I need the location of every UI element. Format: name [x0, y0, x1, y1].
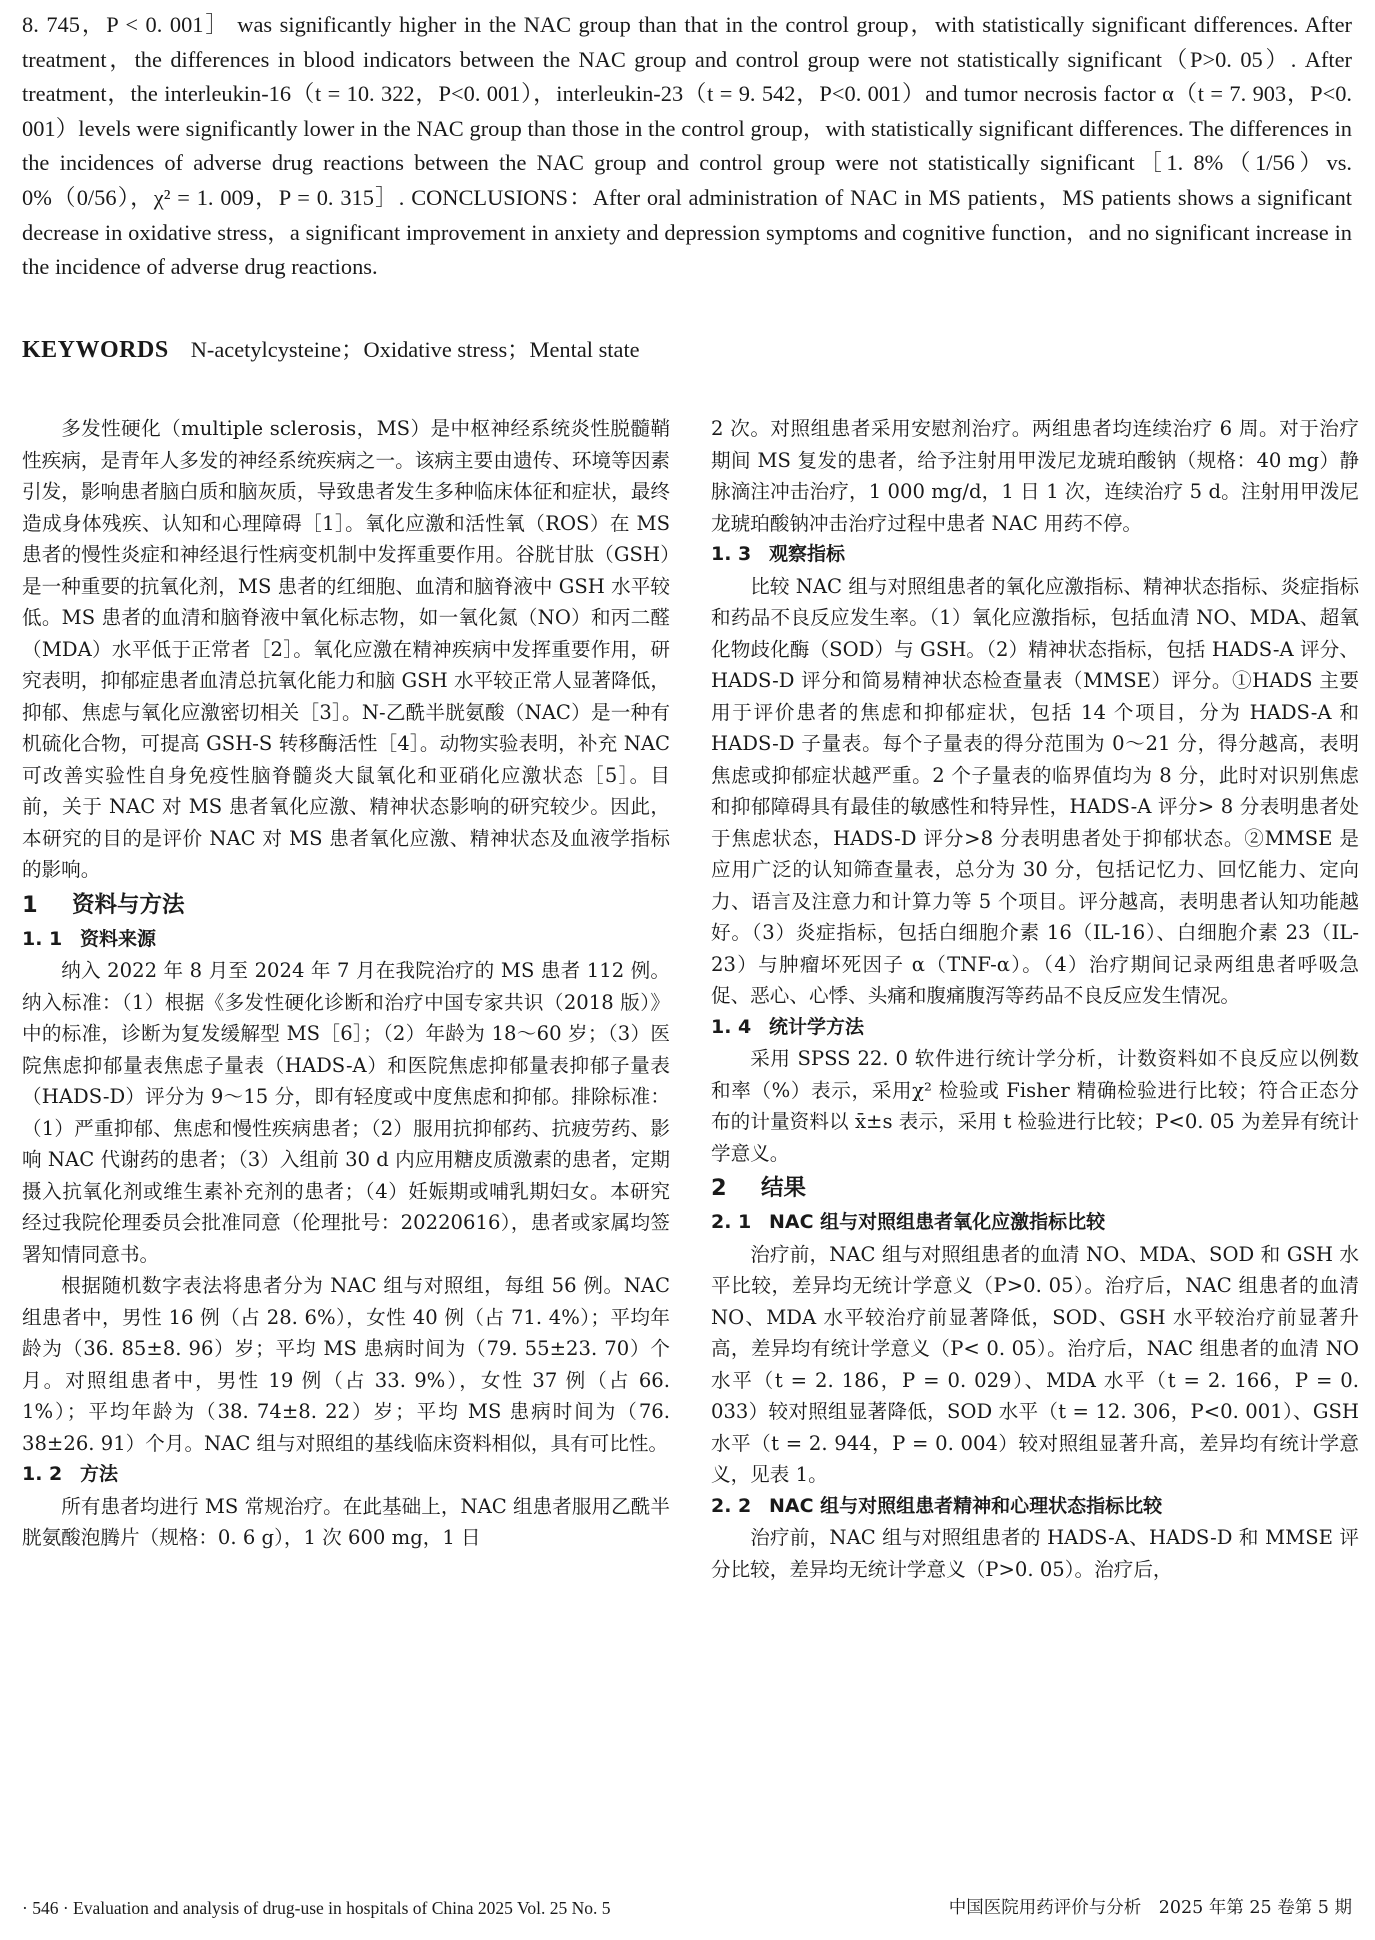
- paragraph: 比较 NAC 组与对照组患者的氧化应激指标、精神状态指标、炎症指标和药品不良反应发生率。（1）氧化应激指标，包括血清 NO、MDA、超氧化物歧化酶（SOD）与 GSH。（2）精神状态指标，包括 HADS-A 评分、HADS-D 评分和简易精神状态检查量表（MMSE）评分。①HADS 主要用于评价患者的焦虑和抑郁症状，包括 14 个项目，分为 HADS-A 和 HADS-D 子量表。每个子量表的得分范围为 0～21 分，得分越高，表明焦虑或抑郁症状越严重。2 个子量表的临界值均为 8 分，此时对识别焦虑和抑郁障碍具有最佳的敏感性和特异性，HADS-A 评分> 8 分表明患者处于焦虑状态，HADS-D 评分>8 分表明患者处于抑郁状态。②MMSE 是应用广泛的认知筛查量表，总分为 30 分，包括记忆力、回忆能力、定向力、语言及注意力和计算力等 5 个项目。评分越高，表明患者认知功能越好。（3）炎症指标，包括白细胞介素 16（IL-16）、白细胞介素 23（IL-23）与肿瘤坏死因子 α（TNF-α）。（4）治疗期间记录两组患者呼吸急促、恶心、心悸、头痛和腹痛腹泻等药品不良反应发生情况。: [711, 574, 1359, 1007]
- section-1-heading: [22, 888, 670, 923]
- subsection-number: 1. 1: [22, 927, 63, 950]
- subsection-title: 资料来源: [80, 927, 157, 950]
- subsection-2-2-heading: [711, 1491, 1359, 1523]
- paragraph: 治疗前，NAC 组与对照组患者的血清 NO、MDA、SOD 和 GSH 水平比较，差异均无统计学意义（P>0. 05）。治疗后，NAC 组患者的血清 NO、MDA 水平较治疗前显著降低，SOD、GSH 水平较治疗前显著升高，差异均有统计学意义（P< 0. 05）。治疗后，NAC 组患者的血清 NO 水平（t = 2. 186，P = 0. 029）、MDA 水平（t = 2. 166，P = 0. 033）较对照组显著降低，SOD 水平（t = 12. 306，P<0. 001）、GSH 水平（t = 2. 944，P = 0. 004）较对照组显著升高，差异均有统计学意义，见表 1。: [711, 1242, 1359, 1486]
- section-number: 2: [711, 1175, 727, 1201]
- subsection-number: 1. 4: [711, 1015, 752, 1038]
- subsection-title: NAC 组与对照组患者精神和心理状态指标比较: [769, 1494, 1163, 1517]
- paragraph: 所有患者均进行 MS 常规治疗。在此基础上，NAC 组患者服用乙酰半胱氨酸泡腾片（规格：0. 6 g），1 次 600 mg，1 日: [22, 1494, 670, 1549]
- paragraph: 采用 SPSS 22. 0 软件进行统计学分析，计数资料如不良反应以例数和率（%）表示，采用χ² 检验或 Fisher 精确检验进行比较；符合正态分布的计量资料以 x̄±s 表示，采用 t 检验进行比较；P<0. 05 为差异有统计学意义。: [711, 1047, 1359, 1165]
- section-number: 1: [22, 891, 38, 918]
- subsection-1-2-heading: [22, 1459, 670, 1491]
- subsection-number: 1. 2: [22, 1463, 63, 1485]
- subsection-1-1-heading: [22, 924, 670, 956]
- paragraph-continued: 2 次。对照组患者采用安慰剂治疗。两组患者均连续治疗 6 周。对于治疗期间 MS 复发的患者，给予注射用甲泼尼龙琥珀酸钠（规格：40 mg）静脉滴注冲击治疗，1 000 mg/d，1 日 1 次，连续治疗 5 d。注射用甲泼尼龙琥珀酸钠冲击治疗过程中患者 NAC 用药不停。: [711, 417, 1359, 535]
- subsection-number: 2. 2: [711, 1494, 752, 1517]
- section-2-heading: [711, 1171, 1359, 1206]
- subsection-title: 方法: [80, 1463, 119, 1485]
- subsection-title: 观察指标: [769, 543, 846, 565]
- keywords-line: [22, 333, 1352, 367]
- keywords-text: N-acetylcysteine；Oxidative stress；Mental state: [190, 337, 640, 362]
- right-column: [711, 413, 1359, 1585]
- subsection-1-4-heading: [711, 1012, 1359, 1044]
- keywords-label: KEYWORDS: [22, 337, 169, 363]
- footer-journal-cn: 中国医院用药评价与分析 2025 年第 25 卷第 5 期: [948, 1898, 1352, 1918]
- abstract-english: [22, 8, 1352, 285]
- footer-journal-en: · 546 · Evaluation and analysis of drug-use in hospitals of China 2025 Vol. 25 No. 5: [22, 1898, 611, 1918]
- intro-paragraph: 多发性硬化（multiple sclerosis，MS）是中枢神经系统炎性脱髓鞘性疾病，是青年人多发的神经系统疾病之一。该病主要由遗传、环境等因素引发，影响患者脑白质和脑灰质，导致患者发生多种临床体征和症状，最终造成身体残疾、认知和心理障碍［1］。氧化应激和活性氧（ROS）在 MS 患者的慢性炎症和神经退行性病变机制中发挥重要作用。谷胱甘肽（GSH）是一种重要的抗氧化剂，MS 患者的红细胞、血清和脑脊液中 GSH 水平较低。MS 患者的血清和脑脊液中氧化标志物，如一氧化氮（NO）和丙二醛（MDA）水平低于正常者［2］。氧化应激在精神疾病中发挥重要作用，研究表明，抑郁症患者血清总抗氧化能力和脑 GSH 水平较正常人显著降低，抑郁、焦虑与氧化应激密切相关［3］。N-乙酰半胱氨酸（NAC）是一种有机硫化合物，可提高 GSH-S 转移酶活性［4］。动物实验表明，补充 NAC 可改善实验性自身免疫性脑脊髓炎大鼠氧化和亚硝化应激状态［5］。目前，关于 NAC 对 MS 患者氧化应激、精神状态影响的研究较少。因此，本研究的目的是评价 NAC 对 MS 患者氧化应激、精神状态及血液学指标的影响。: [22, 417, 670, 881]
- subsection-title: NAC 组与对照组患者氧化应激指标比较: [769, 1211, 1106, 1233]
- subsection-number: 1. 3: [711, 543, 752, 565]
- section-title: 资料与方法: [72, 891, 185, 918]
- section-title: 结果: [761, 1175, 807, 1201]
- paragraph: 治疗前，NAC 组与对照组患者的 HADS-A、HADS-D 和 MMSE 评分比较，差异均无统计学意义（P>0. 05）。治疗后，: [711, 1526, 1359, 1581]
- subsection-1-3-heading: [711, 539, 1359, 571]
- paragraph: 根据随机数字表法将患者分为 NAC 组与对照组，每组 56 例。NAC 组患者中，男性 16 例（占 28. 6%），女性 40 例（占 71. 4%）；平均年龄为（36. 85±8. 96）岁；平均 MS 患病时间为（79. 55±23. 70）个月。对照组患者中，男性 19 例（占 33. 9%），女性 37 例（占 66. 1%）；平均年龄为（38. 74±8. 22）岁；平均 MS 患病时间为（76. 38±26. 91）个月。NAC 组与对照组的基线临床资料相似，具有可比性。: [22, 1274, 670, 1455]
- left-column: [22, 413, 670, 1554]
- abstract-text: 8. 745，P < 0. 001］ was significantly higher in the NAC group than that in the control group，with statistically significant differences. After treatment，the differences in blood indicators between the NAC group and control group were not statistically significant（P>0. 05）. After treatment，the interleukin-16（t = 10. 322，P<0. 001），interleukin-23（t = 9. 542，P<0. 001）and tumor necrosis factor α（t = 7. 903，P<0. 001）levels were significantly lower in the NAC group than those in the control group，with statistically significant differences. The differences in the incidences of adverse drug reactions between the NAC group and control group were not statistically significant［1. 8%（1/56）vs. 0%（0/56），χ² = 1. 009，P = 0. 315］. CONCLUSIONS：After oral administration of NAC in MS patients，MS patients shows a significant decrease in oxidative stress，a significant improvement in anxiety and depression symptoms and cognitive function，and no significant increase in the incidence of adverse drug reactions.: [22, 12, 1352, 280]
- subsection-2-1-heading: [711, 1207, 1359, 1239]
- subsection-number: 2. 1: [711, 1211, 752, 1233]
- paragraph: 纳入 2022 年 8 月至 2024 年 7 月在我院治疗的 MS 患者 112 例。纳入标准：（1）根据《多发性硬化诊断和治疗中国专家共识（2018 版）》中的标准，诊断为复发缓解型 MS［6］；（2）年龄为 18～60 岁；（3）医院焦虑抑郁量表焦虑子量表（HADS-A）和医院焦虑抑郁量表抑郁子量表（HADS-D）评分为 9～15 分，即有轻度或中度焦虑和抑郁。排除标准：（1）严重抑郁、焦虑和慢性疾病患者；（2）服用抗抑郁药、抗疲劳药、影响 NAC 代谢药的患者；（3）入组前 30 d 内应用糖皮质激素的患者，定期摄入抗氧化剂或维生素补充剂的患者；（4）妊娠期或哺乳期妇女。本研究经过我院伦理委员会批准同意（伦理批号：20220616），患者或家属均签署知情同意书。: [22, 959, 670, 1266]
- subsection-title: 统计学方法: [769, 1015, 865, 1038]
